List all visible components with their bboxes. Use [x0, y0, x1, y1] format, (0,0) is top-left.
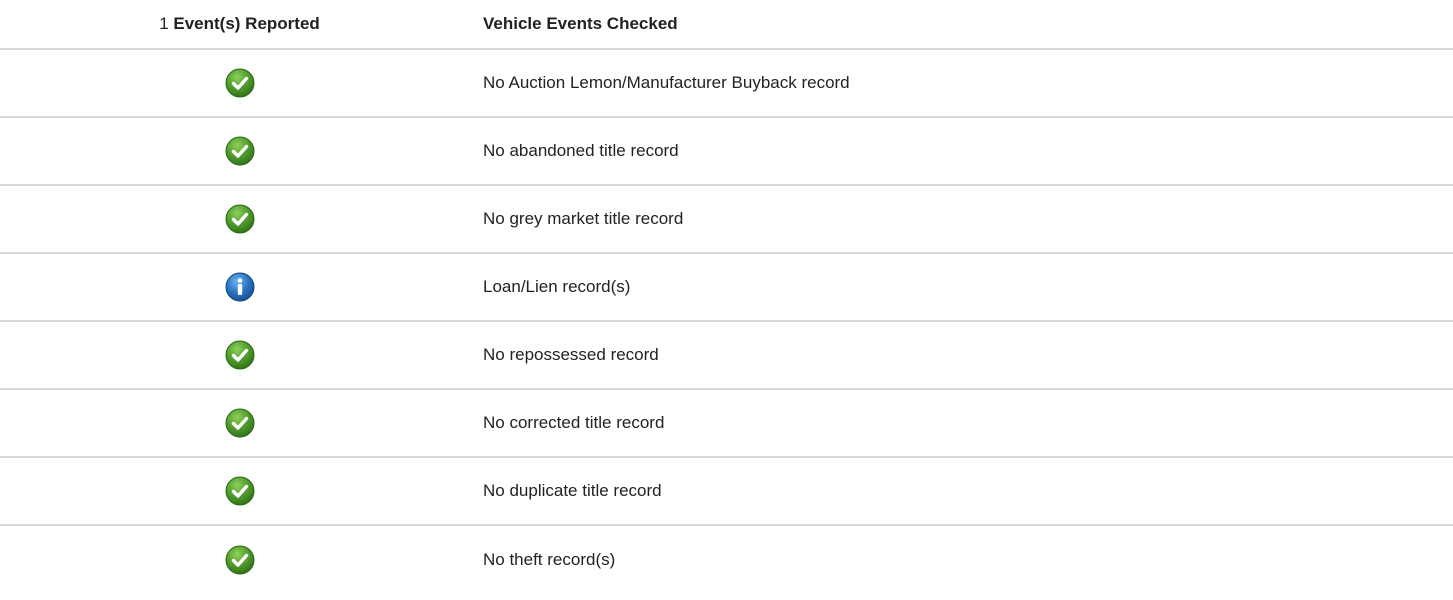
table-header-row: [0, 0, 1453, 49]
event-row: [0, 49, 1453, 117]
checkmark-icon: [225, 204, 255, 234]
event-row: [0, 117, 1453, 185]
event-status-cell: [0, 389, 479, 457]
event-status-cell: [0, 49, 479, 117]
event-status-cell: [0, 457, 479, 525]
checkmark-icon: [225, 545, 255, 575]
events-reported-header: [0, 0, 479, 49]
event-status-cell: [0, 253, 479, 321]
events-checked-header: Vehicle Events Checked: [483, 14, 678, 33]
event-status-cell: [0, 185, 479, 253]
events-reported-label: Event(s) Reported: [173, 14, 320, 33]
checkmark-icon: [225, 68, 255, 98]
checkmark-icon: [225, 136, 255, 166]
event-status-cell: [0, 525, 479, 593]
checkmark-icon: [225, 408, 255, 438]
event-status-cell: [0, 321, 479, 389]
checkmark-icon: [225, 476, 255, 506]
event-row: [0, 525, 1453, 593]
event-label: No abandoned title record: [483, 141, 679, 160]
event-label: No theft record(s): [483, 549, 616, 569]
event-label: No repossessed record: [483, 345, 659, 364]
event-label: No duplicate title record: [483, 481, 662, 500]
checkmark-icon: [225, 340, 255, 370]
events-reported-count: 1: [159, 14, 169, 33]
event-row: [0, 457, 1453, 525]
event-status-cell: [0, 117, 479, 185]
event-row: [0, 389, 1453, 457]
event-row: [0, 321, 1453, 389]
event-label: No corrected title record: [483, 413, 665, 432]
event-row: [0, 185, 1453, 253]
event-row: [0, 253, 1453, 321]
info-icon: [225, 272, 255, 302]
event-label: Loan/Lien record(s): [483, 277, 631, 296]
event-label: No grey market title record: [483, 209, 684, 228]
event-rows: [0, 49, 1453, 593]
event-label: No Auction Lemon/Manufacturer Buyback record: [483, 73, 850, 92]
